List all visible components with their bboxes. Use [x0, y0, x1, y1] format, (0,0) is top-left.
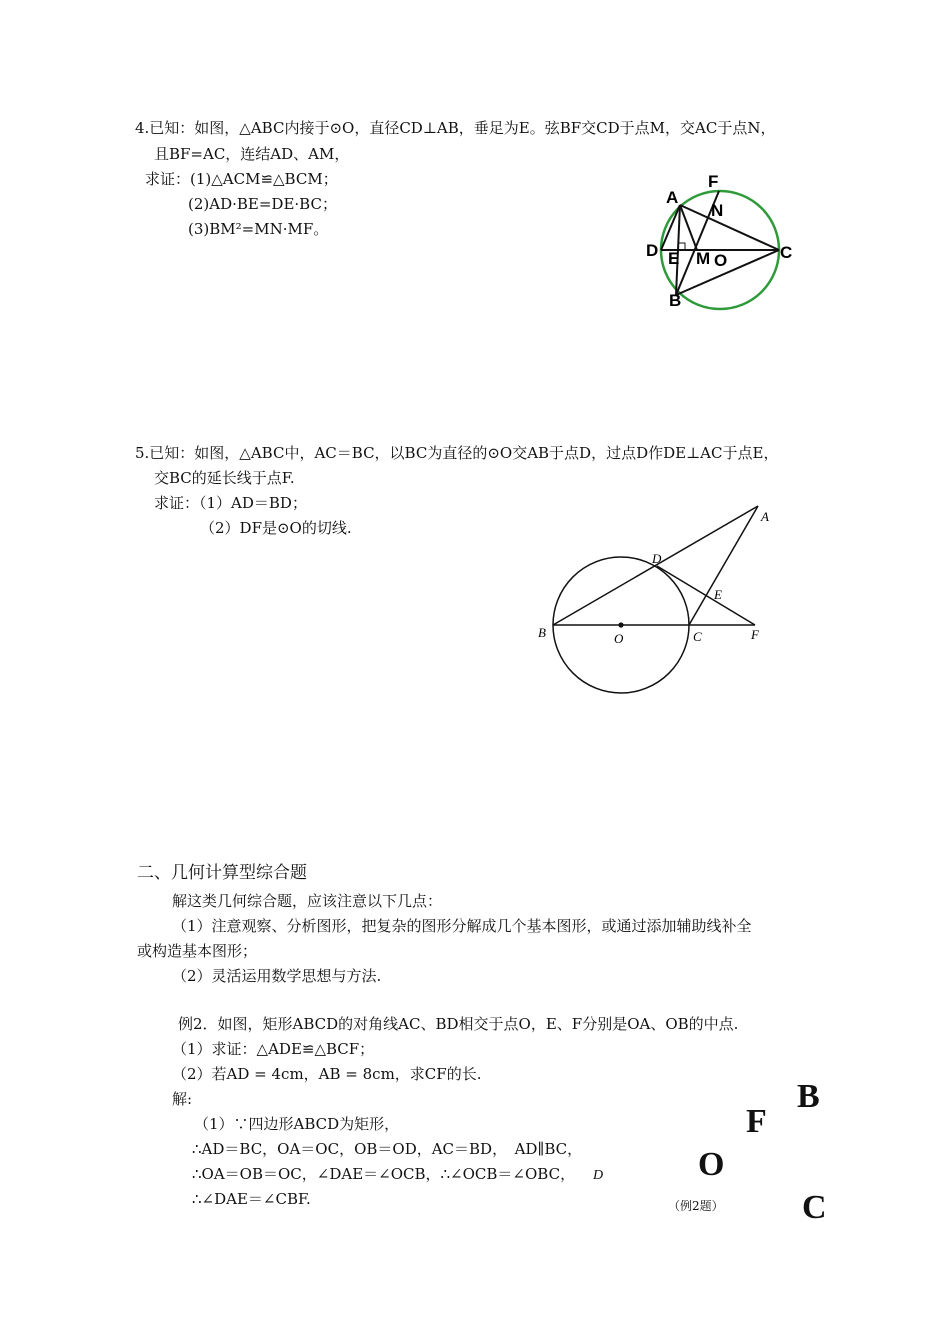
section2-point1a: （1）注意观察、分析图形，把复杂的图形分解成几个基本图形，或通过添加辅助线补全: [172, 917, 752, 935]
problem5-line2: 交BC的延长线于点F.: [154, 469, 295, 487]
ex2-label-B: B: [797, 1078, 820, 1115]
ex2-label-D: D: [593, 1168, 604, 1183]
example2-sol4: ∴∠DAE＝∠CBF.: [192, 1190, 311, 1208]
example2-line1: 例2．如图，矩形ABCD的对角线AC、BD相交于点O，E、F分别是OA、OB的中点.: [178, 1015, 739, 1033]
p5-label-D: D: [652, 551, 662, 566]
section2-point2: （2）灵活运用数学思想与方法.: [172, 967, 382, 985]
problem5-prove-label: 求证：（1）AD＝BD；: [154, 494, 307, 512]
example2-solution-label: 解:: [172, 1090, 193, 1108]
section2-point1b: 或构造基本图形；: [137, 942, 258, 960]
section2-intro: 解这类几何综合题，应该注意以下几点：: [172, 892, 443, 910]
label-M: M: [696, 249, 711, 268]
center-dot-O: [618, 622, 623, 627]
line-df: [657, 566, 755, 625]
label-C: C: [780, 243, 793, 262]
ex2-label-O: O: [698, 1146, 725, 1183]
problem4-item2: (2)AD·BE=DE·BC；: [188, 195, 337, 213]
ex2-caption: （例2题）: [668, 1199, 724, 1213]
p5-label-A: A: [761, 509, 769, 524]
example2-sol3: ∴OA＝OB＝OC，∠DAE＝∠OCB，∴∠OCB＝∠OBC，: [192, 1165, 576, 1183]
p5-label-O: O: [614, 631, 624, 646]
problem4-line1: 4.已知：如图，△ABC内接于⊙O，直径CD⊥AB，垂足为E。弦BF交CD于点M，交AC于点N，: [135, 119, 776, 137]
section2-heading: 二、几何计算型综合题: [137, 863, 307, 882]
label-O: O: [714, 251, 728, 270]
example2-sol1: （1）∵四边形ABCD为矩形，: [194, 1115, 400, 1133]
example2-line3: （2）若AD = 4cm，AB = 8cm，求CF的长.: [172, 1065, 482, 1083]
problem4-item3: (3)BM²=MN·MF。: [188, 220, 329, 238]
p5-label-C: C: [693, 629, 702, 644]
ex2-label-C: C: [802, 1189, 827, 1226]
label-N: N: [711, 201, 724, 220]
example2-line2: （1）求证：△ADE≌△BCF；: [172, 1040, 375, 1058]
label-F: F: [708, 172, 719, 191]
label-A: A: [666, 188, 679, 207]
label-B: B: [669, 291, 682, 310]
p5-label-F: F: [751, 627, 759, 642]
problem5-segments: [553, 506, 758, 693]
problem4-prove-label: 求证：(1)△ACM≌△BCM；: [145, 170, 338, 188]
example2-sol2: ∴AD＝BC，OA＝OC，OB＝OD，AC＝BD， AD∥BC，: [192, 1140, 583, 1158]
label-E: E: [668, 249, 680, 268]
ex2-label-F: F: [746, 1103, 767, 1140]
segment-ad: [661, 205, 680, 250]
problem5-item2: （2）DF是⊙O的切线.: [200, 519, 352, 537]
p5-label-E: E: [714, 587, 722, 602]
problem5-line1: 5.已知：如图，△ABC中，AC＝BC，以BC为直径的⊙O交AB于点D，过点D作DE⊥AC于点E，: [135, 444, 779, 462]
line-ac: [689, 506, 758, 625]
label-D: D: [646, 241, 659, 260]
p5-label-B: B: [538, 625, 546, 640]
problem4-line2: 且BF=AC，连结AD、AM，: [154, 145, 350, 163]
